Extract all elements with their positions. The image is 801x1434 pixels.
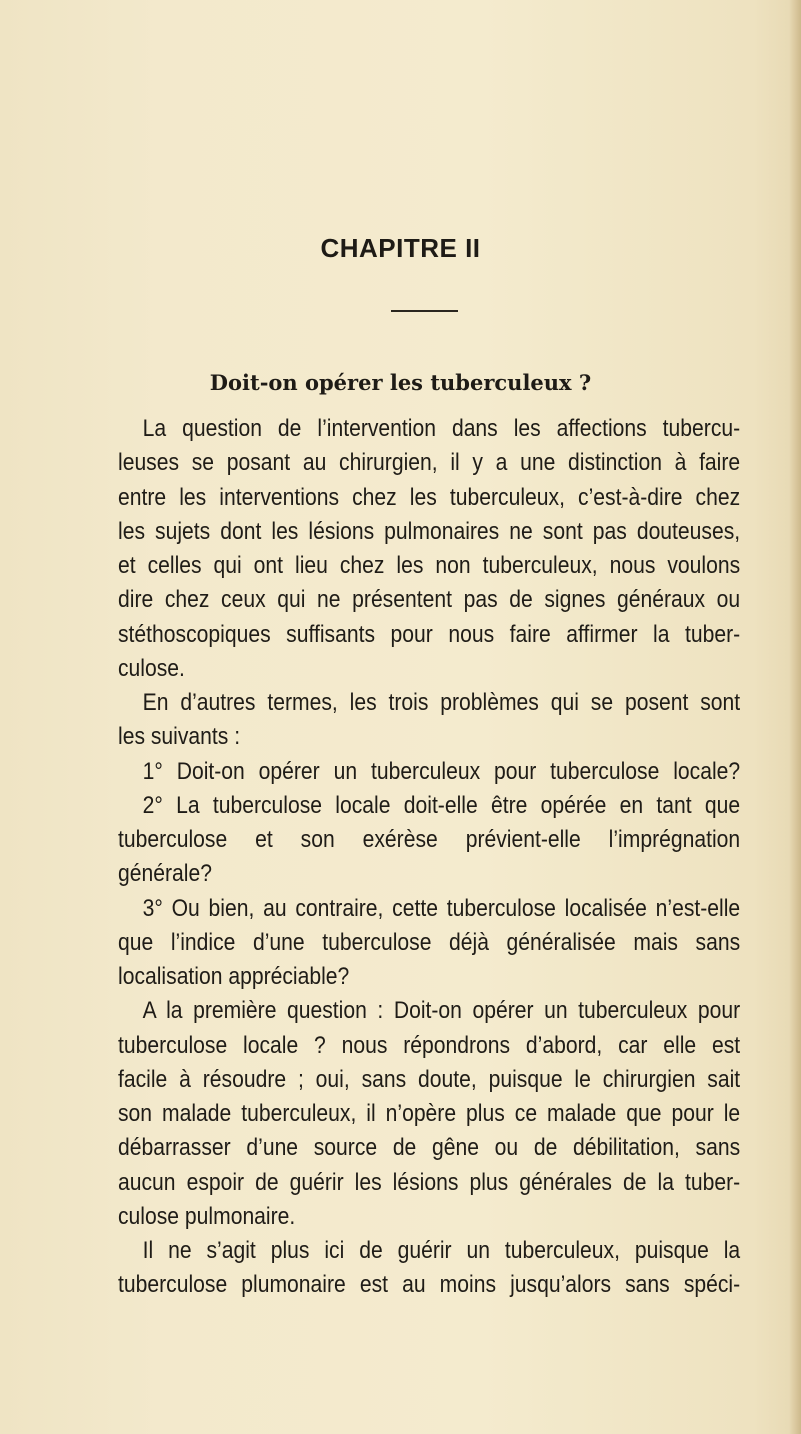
text-line: La question de l’intervention dans les affections tubercu-	[142, 415, 741, 442]
text-line: Il ne s’agit plus ici de guérir un tuberculeux, puisque la	[142, 1237, 741, 1264]
section-title: Doit-on opérer les tuberculeux ?	[209, 370, 592, 395]
text-line: débarrasser d’une source de gêne ou de débilitation, sans	[118, 1134, 741, 1162]
text-line: générale?	[118, 860, 212, 888]
text-line: dire chez ceux qui ne présentent pas de signes généraux ou	[118, 586, 741, 614]
text-line: stéthoscopiques suffisants pour nous faire affirmer la tuber-	[118, 620, 741, 648]
text-line: les suivants :	[118, 723, 241, 751]
page-edge-shadow	[789, 0, 801, 1434]
heading-divider	[391, 310, 458, 312]
text-line: leuses se posant au chirurgien, il y a une distinction à faire	[118, 449, 741, 477]
text-line: son malade tuberculeux, il n’opère plus ce malade que pour le	[118, 1100, 741, 1127]
text-line: aucun espoir de guérir les lésions plus générales de la tuber-	[118, 1168, 741, 1196]
text-line: tuberculose et son exérèse prévient-elle l’imprégnation	[118, 826, 741, 853]
text-line: que l’indice d’une tuberculose déjà généralisée mais sans	[118, 928, 741, 956]
text-line: les sujets dont les lésions pulmonaires ne sont pas douteuses,	[118, 517, 741, 545]
text-line: En d’autres termes, les trois problèmes qui se posent sont	[142, 689, 741, 716]
text-line: tuberculose plumonaire est au moins jusqu’alors sans spéci-	[118, 1271, 741, 1299]
list-item-3: 3° Ou bien, au contraire, cette tuberculose localisée n’est-elle	[142, 894, 741, 922]
chapter-heading: CHAPITRE II	[320, 233, 481, 263]
text-line: A la première question : Doit-on opérer un tuberculeux pour	[142, 997, 741, 1025]
text-line: et celles qui ont lieu chez les non tuberculeux, nous voulons	[118, 552, 741, 579]
body-text	[118, 412, 741, 1303]
text-line: tuberculose locale ? nous répondrons d’abord, car elle est	[118, 1031, 741, 1059]
text-line: entre les interventions chez les tuberculeux, c’est-à-dire chez	[118, 483, 741, 511]
list-item-2: 2° La tuberculose locale doit-elle être opérée en tant que	[142, 791, 741, 819]
text-line: culose.	[118, 654, 185, 682]
text-line: facile à résoudre ; oui, sans doute, puisque le chirurgien sait	[118, 1065, 741, 1093]
text-line: localisation appréciable?	[118, 963, 350, 990]
list-item-1: 1° Doit-on opérer un tuberculeux pour tuberculose locale?	[142, 757, 741, 785]
text-line: culose pulmonaire.	[118, 1202, 296, 1230]
